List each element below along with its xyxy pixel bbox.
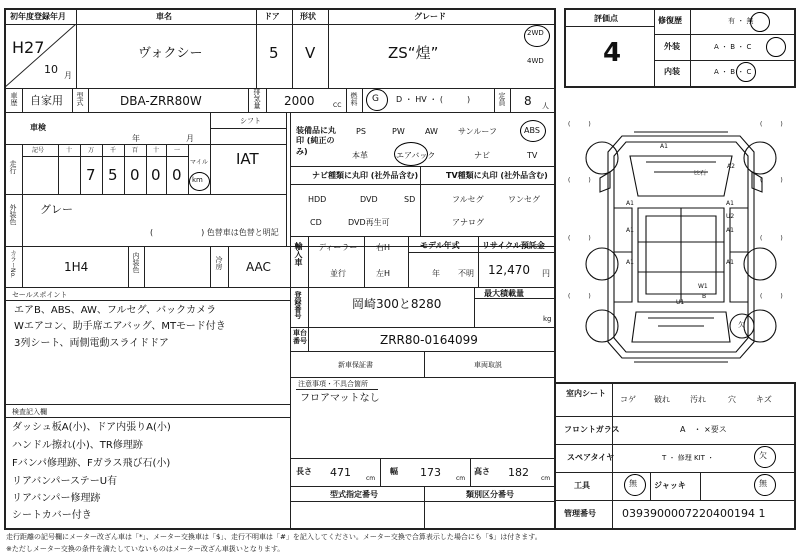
ac-label: 冷房 <box>215 256 223 270</box>
car-name: ヴォクシー <box>138 46 203 61</box>
diagram-mark-hishi: ﾋﾋ石 <box>694 170 707 177</box>
seat-opt-kizu: キズ <box>756 395 772 404</box>
recycle-label: リサイクル預託金 <box>482 241 545 250</box>
shape-label: 形状 <box>300 12 316 21</box>
bracket-4: ( ) <box>760 177 783 184</box>
digit-2: 0 <box>130 166 140 184</box>
navi-sd: SD <box>404 195 416 204</box>
diagram-mark-w1: W1 <box>698 283 708 290</box>
digit-4: 0 <box>172 166 182 184</box>
capacity-value: 8 <box>524 94 532 108</box>
seat-opt-koge: コゲ <box>620 395 636 404</box>
equip-abs: ABS <box>524 126 540 135</box>
notes-label: 注意事項・不具合箇所 <box>298 380 368 388</box>
tv-oneseg: ワンセグ <box>508 195 540 204</box>
interior-color-label: 内装色 <box>132 252 140 273</box>
spare-opts: T ・ 修理 KIT ・ <box>662 454 715 462</box>
diagram-mark-a1-right: A1 <box>726 200 734 207</box>
length-label: 長さ <box>296 467 312 476</box>
diagram-mark-a1-left2: A1 <box>626 227 634 234</box>
jack-label: ジャッキ <box>654 481 686 490</box>
diagram-mark-a1-front: A1 <box>660 143 668 150</box>
diagram-mark-u1: U1 <box>676 299 685 306</box>
color-no-label: カラーNo. <box>9 250 16 278</box>
interior-b-circle <box>736 62 756 82</box>
fuel-g: G <box>372 94 379 104</box>
equip-tv: TV <box>527 151 538 160</box>
exterior-c-circle <box>766 37 786 57</box>
recycle-value: 12,470 <box>488 263 530 277</box>
footer-line-1: 走行距離の記号欄にメーター改ざん車は「*」、メーター交換車は「$」、走行不明車は「#」を記入してください。メーター交換で合算表示した場合にも「$」は付きます。 <box>6 533 542 541</box>
digit-head-4: 百 <box>132 147 139 154</box>
usage-value: 自家用 <box>30 94 63 107</box>
first-reg-label: 初年度登録年月 <box>10 12 66 21</box>
diagram-mark-a2: A2 <box>727 163 735 170</box>
digit-head-0: 記号 <box>32 147 45 154</box>
equip-navi: ナビ <box>474 151 490 160</box>
shaken-year: 年 <box>132 134 140 143</box>
model-year-unknown: 不明 <box>458 269 474 278</box>
diagram-mark-a1-rr: A1 <box>726 259 734 266</box>
equip-sunroof: サンルーフ <box>458 127 497 136</box>
shaken-month: 月 <box>186 134 194 143</box>
height-value: 182 <box>508 466 529 479</box>
width-unit: cm <box>456 475 466 482</box>
sales-line-2: Wエアコン、助手席エアバッグ、MTモード付き <box>14 321 226 332</box>
registration-label: 登録番号 <box>294 291 302 319</box>
exterior-label: 外装 <box>664 42 680 51</box>
import-parallel: 並行 <box>330 269 346 278</box>
interior-label: 内装 <box>664 67 680 76</box>
capacity-unit: 人 <box>542 102 549 110</box>
model-value: DBA-ZRR80W <box>120 94 202 108</box>
equip-pw: PW <box>392 127 405 136</box>
yen-unit: 円 <box>542 269 550 278</box>
equipment-label: 装備品に丸印 (純正のみ) <box>296 126 336 156</box>
month-unit: 月 <box>64 71 72 80</box>
door-label: ドア <box>264 12 280 21</box>
model-label: 型式 <box>76 92 84 106</box>
bracket-5: ( ) <box>568 235 591 242</box>
fuel-rest: D ・ HV ・ ( ) <box>396 95 471 104</box>
import-dealer: ディーラー <box>318 243 358 252</box>
tools-value: 無 <box>629 479 637 488</box>
mgmt-label: 管理番号 <box>564 509 596 518</box>
tv-type-label: TV種類に丸印 (社外品含む) <box>446 171 548 180</box>
displacement-label: 排気量 <box>253 88 261 109</box>
kg-unit: kg <box>543 315 552 323</box>
digit-1: 5 <box>108 166 118 184</box>
length-value: 471 <box>330 466 351 479</box>
sales-points-label: セールスポイント <box>12 291 68 299</box>
first-reg-era: H27 <box>12 38 45 57</box>
bracket-6: ( ) <box>760 235 783 242</box>
length-unit: cm <box>366 475 376 482</box>
tools-label: 工具 <box>574 481 590 490</box>
diagram-mark-u2: U2 <box>726 213 735 220</box>
equip-leather: 本革 <box>352 151 368 160</box>
usage-label: 車歴 <box>10 92 18 106</box>
height-label: 高さ <box>474 467 490 476</box>
repair-none-circle <box>750 12 770 32</box>
diagram-mark-a1-left: A1 <box>626 200 634 207</box>
inspector-label: 検査記入欄 <box>12 408 47 416</box>
mile-unit: マイル <box>190 159 208 166</box>
shift-value: IAT <box>236 150 259 168</box>
import-left-h: 左H <box>376 269 391 278</box>
digit-head-6: 一 <box>174 147 181 154</box>
shaken-label: 車検 <box>30 123 46 132</box>
color-note: ( ) 色替車は色替と明記 <box>150 228 279 237</box>
bracket-2: ( ) <box>760 121 783 128</box>
ac-value: AAC <box>246 260 271 274</box>
navi-cd: CD <box>310 218 322 227</box>
color-no-value: 1H4 <box>64 260 89 274</box>
grade-value: ZS“煌” <box>388 44 439 62</box>
sales-line-3: 3列シート、両側電動スライドドア <box>14 338 169 349</box>
digit-0: 7 <box>86 166 96 184</box>
exterior-color-value: グレー <box>40 203 73 216</box>
exterior-color-label: 外装色 <box>9 204 17 225</box>
model-year-label: モデル年式 <box>420 241 460 250</box>
cc-unit: CC <box>333 102 342 109</box>
repair-options: 有 ・ 無 <box>728 17 754 25</box>
repair-label: 修復歴 <box>658 16 682 25</box>
exterior-options: A ・ B ・ C <box>714 43 752 51</box>
chassis-value: ZRR80-0164099 <box>380 333 478 347</box>
sales-line-1: エアB、ABS、AW、フルセグ、バックカメラ <box>14 305 217 316</box>
class-no-label: 類別区分番号 <box>466 490 514 499</box>
score-label: 評価点 <box>594 14 618 23</box>
inspector-line-6: シートカバー付き <box>12 510 92 521</box>
navi-dvd-play: DVD再生可 <box>348 218 390 227</box>
digit-head-5: 十 <box>153 147 160 154</box>
diagram-mark-b: B <box>702 293 707 300</box>
mgmt-no: 0393900007220400194 1 <box>622 507 766 520</box>
inspector-line-4: リアバンパーステーU有 <box>12 476 118 487</box>
digit-head-2: 万 <box>88 147 95 154</box>
import-label: 輸入車 <box>294 242 303 266</box>
km-unit: km <box>192 176 203 184</box>
height-unit: cm <box>541 475 551 482</box>
displacement-value: 2000 <box>284 94 315 108</box>
inspector-line-1: ダッシュ板A(小)、ドア内張りA(小) <box>12 422 171 433</box>
jack-value: 無 <box>759 479 767 488</box>
seat-opt-yabure: 破れ <box>654 395 670 404</box>
mileage-label: 走行 <box>9 160 17 174</box>
inspector-line-2: ハンドル擦れ(小)、TR修理跡 <box>12 440 143 451</box>
equip-aw: AW <box>425 127 438 136</box>
width-label: 幅 <box>390 467 398 476</box>
equip-ps: PS <box>356 127 366 136</box>
digit-head-1: 十 <box>66 147 73 154</box>
shift-label: シフト <box>240 117 261 125</box>
diagram-mark-a1-right2: A1 <box>726 227 734 234</box>
new-car-warranty: 新車保証書 <box>338 361 373 369</box>
spare-ketsu: 欠 <box>759 451 767 460</box>
seat-opt-ana: 穴 <box>728 395 736 404</box>
capacity-label: 定員 <box>498 92 506 106</box>
type-no-label: 型式指定番号 <box>330 490 378 499</box>
max-load-label: 最大積載量 <box>484 289 524 298</box>
equip-airbag: エアバック <box>396 151 436 160</box>
digit-head-3: 千 <box>110 147 117 154</box>
seat-opt-yogore: 汚れ <box>690 395 706 404</box>
import-right-h: 右H <box>376 243 391 252</box>
digit-3: 0 <box>151 166 161 184</box>
inspector-line-3: Fバンパ修理跡、Fガラス飛び石(小) <box>12 458 171 469</box>
tv-analog: アナログ <box>452 218 484 227</box>
notes-value: フロアマットなし <box>300 393 380 404</box>
inspector-line-5: リアバンパー修理跡 <box>12 493 101 504</box>
bracket-3: ( ) <box>568 177 591 184</box>
chassis-label: 車台番号 <box>293 329 307 345</box>
glass-label: フロントガラス <box>564 425 620 434</box>
score-value: 4 <box>603 38 622 68</box>
fuel-label: 燃料 <box>350 92 358 106</box>
seat-label: 室内シート <box>566 389 606 398</box>
doors-value: 5 <box>269 44 279 62</box>
navi-hdd: HDD <box>308 195 327 204</box>
grade-label: グレード <box>414 12 446 21</box>
bracket-1: ( ) <box>568 121 591 128</box>
model-year-year: 年 <box>432 269 440 278</box>
bracket-7: ( ) <box>568 293 591 300</box>
shape-value: V <box>305 44 316 62</box>
car-name-label: 車名 <box>156 12 172 21</box>
navi-type-label: ナビ種類に丸印 (社外品含む) <box>312 171 419 180</box>
spare-label: スペアタイヤ <box>567 453 615 462</box>
glass-opts: A ・ ×要ス <box>680 425 727 434</box>
tv-fullseg: フルセグ <box>452 195 484 204</box>
footer-line-2: ※ただしメーター交換の条件を満たしていないものはメーター改ざん車扱いとなります。 <box>6 545 285 553</box>
diagram-mark-a1-rl: A1 <box>626 259 634 266</box>
diagram-ketsu: 欠 <box>738 321 745 329</box>
registration-value: 岡崎300と8280 <box>352 297 442 311</box>
car-diagram <box>564 112 796 374</box>
car-manual: 車両取説 <box>474 361 502 369</box>
first-reg-month: 10 <box>44 63 58 76</box>
drive-2wd: 2WD <box>527 29 544 37</box>
navi-dvd: DVD <box>360 195 378 204</box>
interior-options: A ・ B ・ C <box>714 68 752 76</box>
drive-4wd: 4WD <box>527 57 544 65</box>
bracket-8: ( ) <box>760 293 783 300</box>
width-value: 173 <box>420 466 441 479</box>
